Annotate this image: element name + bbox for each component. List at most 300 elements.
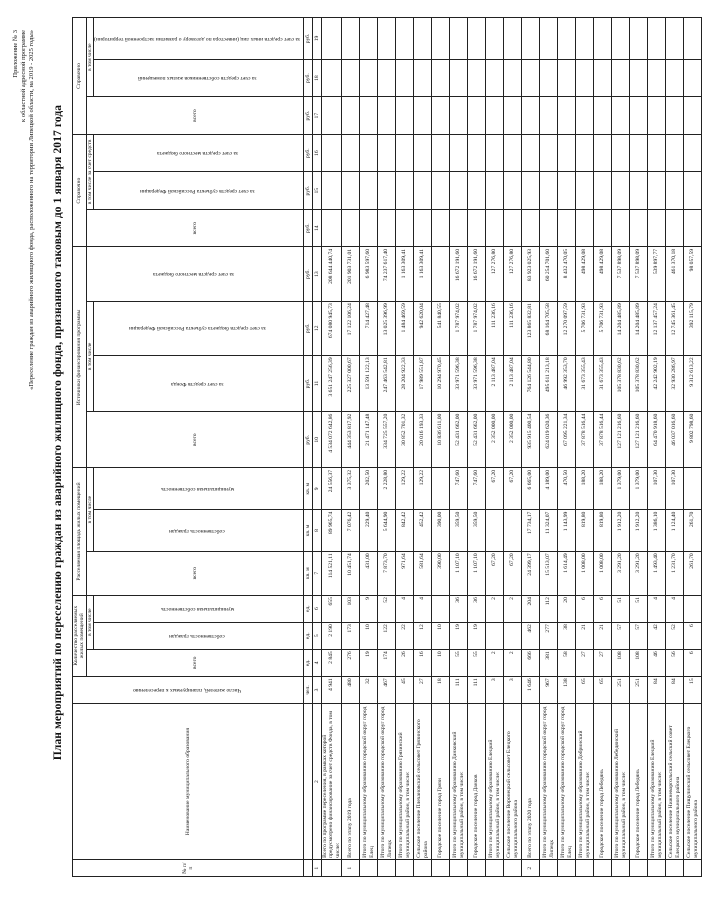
- value-cell: 33 971 596,38: [468, 355, 486, 411]
- value-cell: [450, 209, 468, 247]
- header-rooms: Количество расселяемых жилых помещений: [73, 595, 87, 676]
- value-cell: 819,80: [594, 510, 612, 552]
- value-cell: [432, 247, 450, 301]
- value-cell: 495 611 213,18: [540, 355, 558, 411]
- value-cell: [666, 97, 684, 135]
- value-cell: 67,20: [504, 551, 522, 595]
- value-cell: 52 431 662,00: [450, 412, 468, 468]
- table-row: [486, 18, 504, 877]
- value-cell: 3 291,20: [630, 551, 648, 595]
- value-cell: 111 236,16: [504, 301, 522, 355]
- unit-cell: руб.: [303, 247, 312, 301]
- value-cell: 581,64: [414, 551, 432, 595]
- value-cell: 111: [468, 676, 486, 703]
- value-cell: 470,50: [558, 468, 576, 510]
- value-cell: 2 352 000,00: [486, 412, 504, 468]
- value-cell: [414, 209, 432, 247]
- value-cell: 967: [540, 676, 558, 703]
- header-area-total: всего: [86, 551, 303, 595]
- value-cell: 60 254 701,60: [540, 247, 558, 301]
- value-cell: 10 294 970,45: [432, 355, 450, 411]
- value-cell: 4 189,00: [540, 468, 558, 510]
- value-cell: [630, 209, 648, 247]
- value-cell: [648, 97, 666, 135]
- appendix-line: Приложение № 3: [12, 30, 19, 78]
- value-cell: 247 463 542,81: [378, 355, 396, 411]
- header-ref2-total: всего: [86, 97, 303, 135]
- document-title: План мероприятий по переселению граждан из аварийного жилищного фонда, признанного таковым до 1 января 2017 года: [52, 104, 64, 761]
- value-cell: 42 242 902,19: [648, 355, 666, 411]
- unit-cell: руб.: [303, 59, 312, 97]
- value-cell: 52: [378, 595, 396, 622]
- value-cell: 935 915 400,54: [522, 412, 540, 468]
- value-cell: [486, 622, 504, 649]
- value-cell: [486, 59, 504, 97]
- value-cell: 67,20: [486, 551, 504, 595]
- value-cell: 111: [450, 676, 468, 703]
- value-cell: [342, 172, 360, 210]
- value-cell: [378, 134, 396, 172]
- header-ref1-total: всего: [86, 209, 303, 247]
- value-cell: 1 143,99: [558, 510, 576, 552]
- value-cell: [450, 172, 468, 210]
- value-cell: [630, 134, 648, 172]
- value-cell: [486, 209, 504, 247]
- value-cell: 10: [360, 622, 378, 649]
- value-cell: 30 852 701,32: [396, 412, 414, 468]
- value-cell: [594, 209, 612, 247]
- value-cell: 359,50: [450, 510, 468, 552]
- value-cell: 83 923 025,93: [522, 247, 540, 301]
- value-cell: [540, 18, 558, 60]
- value-cell: 108: [630, 649, 648, 676]
- column-number-cell: 6: [312, 595, 321, 622]
- value-cell: 42: [648, 622, 666, 649]
- table-row: [360, 18, 378, 877]
- row-index: [648, 860, 666, 877]
- value-cell: 129,22: [396, 468, 414, 510]
- value-cell: 107,30: [666, 468, 684, 510]
- table-row: [342, 18, 360, 877]
- value-cell: 392 115,79: [684, 301, 702, 355]
- header-rooms-municipal: муниципальная собственность: [94, 595, 304, 622]
- value-cell: [576, 59, 594, 97]
- value-cell: 127 121 216,60: [630, 412, 648, 468]
- column-number-cell: 16: [312, 134, 321, 172]
- header-rooms-incl: в том числе: [86, 595, 93, 649]
- value-cell: 31 673 355,43: [576, 355, 594, 411]
- table-row: [648, 18, 666, 877]
- header-ref2-a: за счет средств собственников жилых помещений: [94, 59, 304, 97]
- value-cell: 68 164 705,58: [540, 301, 558, 355]
- row-index: [594, 860, 612, 877]
- value-cell: [522, 209, 540, 247]
- value-cell: 714 427,48: [360, 301, 378, 355]
- value-cell: [432, 18, 450, 60]
- unit-cell: кв. м: [303, 510, 312, 552]
- value-cell: 89 965,74: [321, 510, 341, 552]
- value-cell: [504, 18, 522, 60]
- unit-cell: [303, 703, 312, 859]
- municipality-name: Городское поселение город Данков: [468, 703, 486, 859]
- value-cell: 4: [414, 595, 432, 622]
- value-cell: 1 912,20: [612, 510, 630, 552]
- value-cell: [432, 59, 450, 97]
- value-cell: 31 673 355,43: [594, 355, 612, 411]
- value-cell: [378, 97, 396, 135]
- value-cell: 12 137 457,24: [648, 301, 666, 355]
- column-number-cell: 17: [312, 97, 321, 135]
- value-cell: 28 204 922,33: [396, 355, 414, 411]
- value-cell: 461 370,18: [666, 247, 684, 301]
- value-cell: [666, 172, 684, 210]
- value-cell: 123 865 832,81: [522, 301, 540, 355]
- value-cell: 971,64: [396, 551, 414, 595]
- value-cell: 55: [468, 649, 486, 676]
- value-cell: [504, 209, 522, 247]
- header-ref1-sub: в том числе за счет средств: [86, 134, 93, 209]
- value-cell: 52 431 662,00: [468, 412, 486, 468]
- value-cell: 7 537 898,09: [612, 247, 630, 301]
- table-body: [321, 18, 701, 877]
- value-cell: 1 379,00: [612, 468, 630, 510]
- value-cell: 24 399,17: [522, 551, 540, 595]
- value-cell: 444 353 817,92: [342, 412, 360, 468]
- value-cell: 10: [432, 649, 450, 676]
- value-cell: 6 983 597,60: [360, 247, 378, 301]
- municipality-name: Итого по муниципальному образованию Грязинский муниципальный район, в том числе:: [396, 703, 414, 859]
- value-cell: [486, 510, 504, 552]
- value-cell: [558, 59, 576, 97]
- value-cell: [360, 18, 378, 60]
- value-cell: [396, 172, 414, 210]
- header-area-incl: в том числе: [86, 468, 93, 551]
- value-cell: 127 276,80: [486, 247, 504, 301]
- municipality-name: Городское поселение город Лебедянь: [630, 703, 648, 859]
- value-cell: 204: [522, 595, 540, 622]
- value-cell: 4: [648, 595, 666, 622]
- value-cell: [414, 18, 432, 60]
- appendix-line: к областной адресной программе: [20, 30, 27, 122]
- row-index: [612, 860, 630, 877]
- value-cell: 55: [450, 649, 468, 676]
- row-index: [684, 860, 702, 877]
- header-fin-subject: за счет средств бюджета субъекта Российской Федерации: [94, 301, 304, 355]
- value-cell: [360, 172, 378, 210]
- row-index: [414, 860, 432, 877]
- value-cell: 173: [342, 622, 360, 649]
- header-finance: Источники финансирования программы: [73, 247, 87, 468]
- value-cell: 201 903 731,01: [342, 247, 360, 301]
- value-cell: 5 644,90: [378, 510, 396, 552]
- value-cell: [321, 209, 341, 247]
- value-cell: 127 276,80: [504, 247, 522, 301]
- row-index: [540, 860, 558, 877]
- value-cell: [342, 209, 360, 247]
- value-cell: 105 378 830,62: [612, 355, 630, 411]
- value-cell: 105 378 830,62: [630, 355, 648, 411]
- value-cell: 129,22: [414, 468, 432, 510]
- value-cell: [432, 97, 450, 135]
- value-cell: 10 836 611,00: [432, 412, 450, 468]
- value-cell: [684, 18, 702, 60]
- value-cell: 37 878 516,44: [594, 412, 612, 468]
- value-cell: 764 126 544,80: [522, 355, 540, 411]
- unit-cell: ед.: [303, 649, 312, 676]
- unit-cell: кв. м: [303, 468, 312, 510]
- value-cell: 462: [522, 622, 540, 649]
- value-cell: 56: [666, 649, 684, 676]
- value-cell: 2 113 487,04: [486, 355, 504, 411]
- value-cell: [360, 209, 378, 247]
- value-cell: 2 190: [321, 622, 341, 649]
- value-cell: 2 845: [321, 649, 341, 676]
- unit-cell: руб.: [303, 301, 312, 355]
- value-cell: [432, 172, 450, 210]
- value-cell: [648, 172, 666, 210]
- value-cell: [666, 134, 684, 172]
- header-fin-local: за счет средств местного бюджета: [86, 247, 303, 301]
- value-cell: 1 231,70: [666, 551, 684, 595]
- table-row: [594, 18, 612, 877]
- value-cell: 666: [522, 649, 540, 676]
- value-cell: [594, 97, 612, 135]
- value-cell: [360, 97, 378, 135]
- value-cell: [378, 172, 396, 210]
- header-fin-fund: за счет средств Фонда: [94, 355, 304, 411]
- value-cell: 21: [576, 622, 594, 649]
- value-cell: [540, 59, 558, 97]
- value-cell: [468, 134, 486, 172]
- unit-cell: [303, 860, 312, 877]
- value-cell: [684, 468, 702, 510]
- table-row: [321, 18, 341, 877]
- value-cell: 674 080 945,73: [321, 301, 341, 355]
- value-cell: 10: [432, 622, 450, 649]
- value-cell: [684, 172, 702, 210]
- value-cell: [486, 172, 504, 210]
- column-number-cell: 12: [312, 301, 321, 355]
- value-cell: [594, 18, 612, 60]
- value-cell: 1 008,00: [594, 551, 612, 595]
- value-cell: [558, 209, 576, 247]
- value-cell: 36: [450, 595, 468, 622]
- value-cell: 111 236,16: [486, 301, 504, 355]
- column-number-cell: 18: [312, 59, 321, 97]
- value-cell: 1 614,49: [558, 551, 576, 595]
- value-cell: [414, 172, 432, 210]
- value-cell: [684, 134, 702, 172]
- value-cell: [321, 18, 341, 60]
- value-cell: 1 163 309,41: [414, 247, 432, 301]
- value-cell: 4: [396, 595, 414, 622]
- value-cell: [540, 209, 558, 247]
- header-area-municipal: муниципальная собственность: [94, 468, 304, 510]
- municipality-name: Городское поселение город Лебедянь: [594, 703, 612, 859]
- value-cell: 12 745 361,45: [666, 301, 684, 355]
- row-index: 2: [522, 860, 540, 877]
- value-cell: [450, 97, 468, 135]
- value-cell: 624 019 620,36: [540, 412, 558, 468]
- value-cell: [432, 595, 450, 622]
- value-cell: 112: [540, 595, 558, 622]
- value-cell: 103: [342, 595, 360, 622]
- row-index: [396, 860, 414, 877]
- value-cell: 67,20: [504, 468, 522, 510]
- value-cell: 541 840,55: [432, 301, 450, 355]
- value-cell: 3: [486, 676, 504, 703]
- value-cell: [468, 172, 486, 210]
- value-cell: [540, 172, 558, 210]
- table-row: [630, 18, 648, 877]
- value-cell: [414, 97, 432, 135]
- header-ref2: Справочно: [73, 18, 87, 135]
- value-cell: [540, 97, 558, 135]
- value-cell: 1 646: [522, 676, 540, 703]
- value-cell: 22: [396, 622, 414, 649]
- value-cell: [450, 18, 468, 60]
- header-ref2-sub: в том числе: [86, 18, 93, 97]
- value-cell: [630, 18, 648, 60]
- column-number-cell: 10: [312, 412, 321, 468]
- value-cell: [630, 172, 648, 210]
- column-number-cell: 14: [312, 209, 321, 247]
- value-cell: 84: [648, 676, 666, 703]
- value-cell: 2: [504, 595, 522, 622]
- value-cell: 2 228,80: [378, 468, 396, 510]
- row-index: [630, 860, 648, 877]
- value-cell: 3 651 247 256,39: [321, 355, 341, 411]
- value-cell: [504, 134, 522, 172]
- value-cell: 15: [684, 676, 702, 703]
- value-cell: [504, 510, 522, 552]
- table-row: [468, 18, 486, 877]
- row-index: [321, 860, 341, 877]
- row-index: [450, 860, 468, 877]
- value-cell: 57: [612, 622, 630, 649]
- unit-cell: руб.: [303, 18, 312, 60]
- value-cell: 19: [450, 622, 468, 649]
- units-row: [303, 18, 312, 877]
- value-cell: 747,60: [450, 468, 468, 510]
- value-cell: 32 930 286,97: [666, 355, 684, 411]
- value-cell: [612, 134, 630, 172]
- value-cell: [432, 209, 450, 247]
- value-cell: 6 665,00: [522, 468, 540, 510]
- value-cell: [504, 172, 522, 210]
- value-cell: 107,30: [648, 468, 666, 510]
- value-cell: 67 095 221,34: [558, 412, 576, 468]
- value-cell: 5 706 731,93: [594, 301, 612, 355]
- value-cell: [486, 97, 504, 135]
- value-cell: 14 204 485,89: [612, 301, 630, 355]
- row-index: [378, 860, 396, 877]
- value-cell: [558, 97, 576, 135]
- value-cell: 188,20: [576, 468, 594, 510]
- value-cell: 16: [414, 649, 432, 676]
- value-cell: 9 312 613,22: [684, 355, 702, 411]
- value-cell: 38: [558, 622, 576, 649]
- municipality-name: Городское поселение город Грязи: [432, 703, 450, 859]
- value-cell: 334 725 557,20: [378, 412, 396, 468]
- table-row: [612, 18, 630, 877]
- value-cell: [648, 209, 666, 247]
- value-cell: [321, 172, 341, 210]
- value-cell: [321, 134, 341, 172]
- value-cell: [576, 209, 594, 247]
- municipality-name: Итого по муниципальному образованию Елецкий муниципальный район, в том числе:: [648, 703, 666, 859]
- value-cell: 84: [666, 676, 684, 703]
- value-cell: 20: [558, 595, 576, 622]
- value-cell: [612, 172, 630, 210]
- value-cell: 3 375,32: [342, 468, 360, 510]
- value-cell: 12: [414, 622, 432, 649]
- value-cell: [648, 18, 666, 60]
- value-cell: 6: [684, 649, 702, 676]
- municipality-name: Сельское поселение Нижневоргольский сельский совет Елецкого муниципального района: [666, 703, 684, 859]
- table-row: [540, 18, 558, 877]
- value-cell: 390,00: [432, 551, 450, 595]
- value-cell: [486, 134, 504, 172]
- value-cell: 27: [576, 649, 594, 676]
- value-cell: 2: [504, 649, 522, 676]
- unit-cell: чел.: [303, 676, 312, 703]
- municipality-name: Итого по муниципальному образованию Лебедянский муниципальный район, в том числе:: [612, 703, 630, 859]
- value-cell: 65: [576, 676, 594, 703]
- municipality-name: Всего по этапу 2020 года: [522, 703, 540, 859]
- value-cell: 16 672 191,60: [468, 247, 486, 301]
- appendix-line: «Переселение граждан из аварийного жилищного фонда, расположенного на территории Липецкой области, на 2019 - 2025 годы»: [28, 30, 35, 390]
- value-cell: 12 270 097,59: [558, 301, 576, 355]
- value-cell: 11 324,07: [540, 510, 558, 552]
- value-cell: [684, 97, 702, 135]
- table-row: [522, 18, 540, 877]
- value-cell: 480: [342, 676, 360, 703]
- value-cell: 122: [378, 622, 396, 649]
- table-row: [432, 18, 450, 877]
- value-cell: 6: [576, 595, 594, 622]
- value-cell: 51: [612, 595, 630, 622]
- header-fin-incl: в том числе: [86, 301, 93, 411]
- value-cell: 2: [486, 595, 504, 622]
- municipality-name: Итого по муниципальному образованию Данковский муниципальный район, в том числе:: [450, 703, 468, 859]
- value-cell: 26: [396, 649, 414, 676]
- value-cell: 1 107,10: [450, 551, 468, 595]
- value-cell: 19: [360, 649, 378, 676]
- municipality-name: Всего по программе переселения, в рамках которой предусмотрено финансирование за счет средств Фонда, в том числе:: [321, 703, 341, 859]
- value-cell: [684, 595, 702, 622]
- municipality-name: Сельское поселение Пищулинский сельсовет Елецкого муниципального района: [684, 703, 702, 859]
- value-cell: 45: [396, 676, 414, 703]
- value-cell: 15 513,07: [540, 551, 558, 595]
- value-cell: 277: [540, 622, 558, 649]
- column-number-cell: 13: [312, 247, 321, 301]
- value-cell: [594, 134, 612, 172]
- value-cell: 64 470 918,60: [648, 412, 666, 468]
- value-cell: 1 124,40: [666, 510, 684, 552]
- value-cell: [360, 134, 378, 172]
- column-number-cell: 9: [312, 468, 321, 510]
- value-cell: 52: [666, 622, 684, 649]
- header-ref2-b: за счет средств иных лиц (инвестора по договору о развитии застроенной территории): [94, 18, 304, 60]
- municipality-name: Итого по муниципальному образованию городской округ город Елец: [558, 703, 576, 859]
- table-row: [378, 18, 396, 877]
- value-cell: [594, 172, 612, 210]
- value-cell: 57: [630, 622, 648, 649]
- value-cell: [468, 59, 486, 97]
- value-cell: 174: [378, 649, 396, 676]
- value-cell: 261,70: [684, 510, 702, 552]
